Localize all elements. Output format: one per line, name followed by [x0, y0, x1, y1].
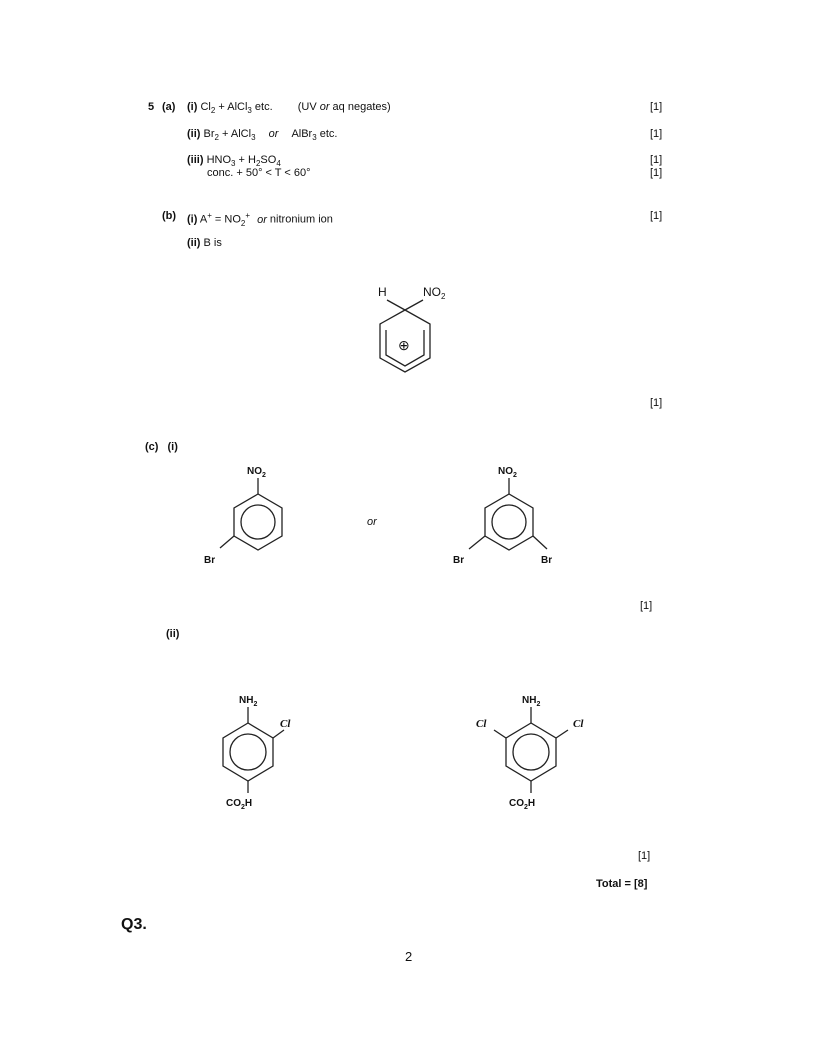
text: etc.	[316, 128, 338, 140]
text: + H	[235, 154, 256, 166]
no2-text: NO	[498, 466, 513, 477]
ring	[380, 300, 430, 372]
label: (ii)	[187, 237, 201, 249]
note-text: aq negates)	[329, 101, 391, 113]
ring	[223, 707, 284, 793]
or-text: or	[268, 128, 279, 140]
co2h-sub: 2	[524, 804, 528, 811]
positive-charge-icon: ⊕	[398, 337, 410, 353]
bond	[533, 536, 547, 549]
part-c-label	[145, 441, 178, 453]
mark-b-i: [1]	[650, 210, 663, 222]
sub: 2	[240, 218, 246, 228]
sub: 2	[214, 133, 219, 143]
co2h-sub: 2	[241, 804, 245, 811]
cl-label-left: Cl	[476, 718, 487, 730]
sub: 3	[312, 133, 317, 143]
co2h-label	[509, 798, 535, 811]
answer-a-i	[187, 101, 391, 117]
cl-label: Cl	[280, 718, 291, 730]
aromatic-circle	[241, 505, 275, 539]
wheland-intermediate-structure	[360, 282, 460, 382]
text: A	[199, 213, 208, 226]
mark-b-ii: [1]	[650, 397, 663, 409]
bond-h	[387, 300, 405, 310]
sup: +	[245, 211, 251, 220]
aromatic-circle	[230, 734, 266, 770]
sup: +	[207, 211, 212, 220]
text: AlBr	[291, 128, 313, 140]
answer-a-ii	[187, 128, 337, 144]
no2-label	[247, 466, 266, 479]
sub: 2	[255, 159, 261, 169]
or-text: or	[367, 516, 377, 528]
no2-label	[498, 466, 517, 479]
mark-a-i: [1]	[650, 101, 663, 113]
label: (i)	[187, 101, 198, 113]
no2-text: NO	[247, 466, 262, 477]
label: (iii)	[187, 154, 204, 166]
nh2-sub: 2	[253, 701, 258, 708]
mark-c-i: [1]	[640, 600, 653, 612]
sub: 4	[276, 159, 281, 169]
bond	[220, 536, 234, 548]
answer-b-ii	[187, 237, 222, 249]
br-label-right: Br	[541, 555, 553, 566]
sub: 2	[210, 106, 216, 116]
text: HNO	[206, 154, 232, 166]
co2h-end: H	[527, 798, 536, 809]
total-marks: Total = [8]	[596, 878, 648, 890]
note	[298, 101, 391, 113]
no2-label	[423, 285, 446, 301]
ring	[220, 478, 282, 550]
nh2-text: NH	[522, 695, 537, 706]
br-label-left: Br	[453, 555, 465, 566]
text: SO	[260, 154, 277, 166]
cl-label-right: Cl	[573, 718, 584, 730]
co2h-text: CO	[509, 798, 524, 809]
text: = NO	[211, 213, 241, 226]
bromonitrobenzene-structure	[200, 462, 300, 572]
no2-sub: 2	[441, 292, 446, 301]
nh2-text: NH	[239, 695, 254, 706]
no2-sub: 2	[262, 472, 266, 479]
mark-a-ii: [1]	[650, 128, 663, 140]
part-b-label: (b)	[162, 210, 177, 222]
mark-a-iii-1: [1]	[650, 154, 663, 166]
nh2-label	[522, 695, 540, 708]
text: B is	[203, 237, 222, 249]
label: (ii)	[187, 128, 201, 140]
bond	[273, 730, 284, 738]
sub: 3	[231, 159, 236, 169]
no2-text: NO	[423, 285, 441, 299]
note-or: or	[319, 101, 330, 113]
br-label: Br	[204, 555, 216, 566]
aminochlorobenzoic-acid-structure	[208, 690, 318, 815]
aromatic-circle	[513, 734, 549, 770]
text: nitronium ion	[266, 213, 333, 226]
sub: 3	[251, 133, 256, 143]
no2-sub: 2	[513, 472, 517, 479]
ring	[494, 707, 568, 793]
answer-b-i	[187, 210, 333, 230]
bond	[469, 536, 485, 549]
page-number: 2	[405, 949, 413, 964]
part-a-label: (a)	[162, 101, 176, 113]
mark-a-iii-2: [1]	[650, 167, 663, 179]
next-question-heading: Q3.	[121, 916, 147, 933]
note-text: (UV	[297, 101, 320, 113]
nh2-sub: 2	[536, 701, 541, 708]
label: (i)	[187, 213, 198, 226]
nh2-label	[239, 695, 257, 708]
bond	[494, 730, 506, 738]
text: Cl	[200, 101, 211, 113]
sub-label: (i)	[167, 441, 178, 453]
mark-c-ii: [1]	[638, 850, 651, 862]
question-number: 5	[148, 101, 155, 113]
text: + AlCl	[215, 101, 248, 113]
text: etc.	[251, 101, 273, 113]
text: Br	[203, 128, 215, 140]
co2h-label	[226, 798, 252, 811]
co2h-end: H	[244, 798, 253, 809]
text: + AlCl	[218, 128, 252, 140]
sub: 3	[247, 106, 252, 116]
bond-no2	[405, 300, 423, 310]
answer-a-iii-conditions: conc. + 50° < T < 60°	[207, 167, 311, 179]
label: (c)	[145, 441, 159, 453]
part-c-ii-label: (ii)	[166, 628, 180, 640]
h-label: H	[378, 285, 387, 299]
or-text: or	[257, 213, 267, 226]
ring	[469, 478, 547, 550]
dibromonitrobenzene-structure	[452, 462, 572, 572]
aromatic-circle	[492, 505, 526, 539]
aminodichlorobenzoic-acid-structure	[470, 690, 600, 815]
bond	[556, 730, 568, 738]
co2h-text: CO	[226, 798, 241, 809]
